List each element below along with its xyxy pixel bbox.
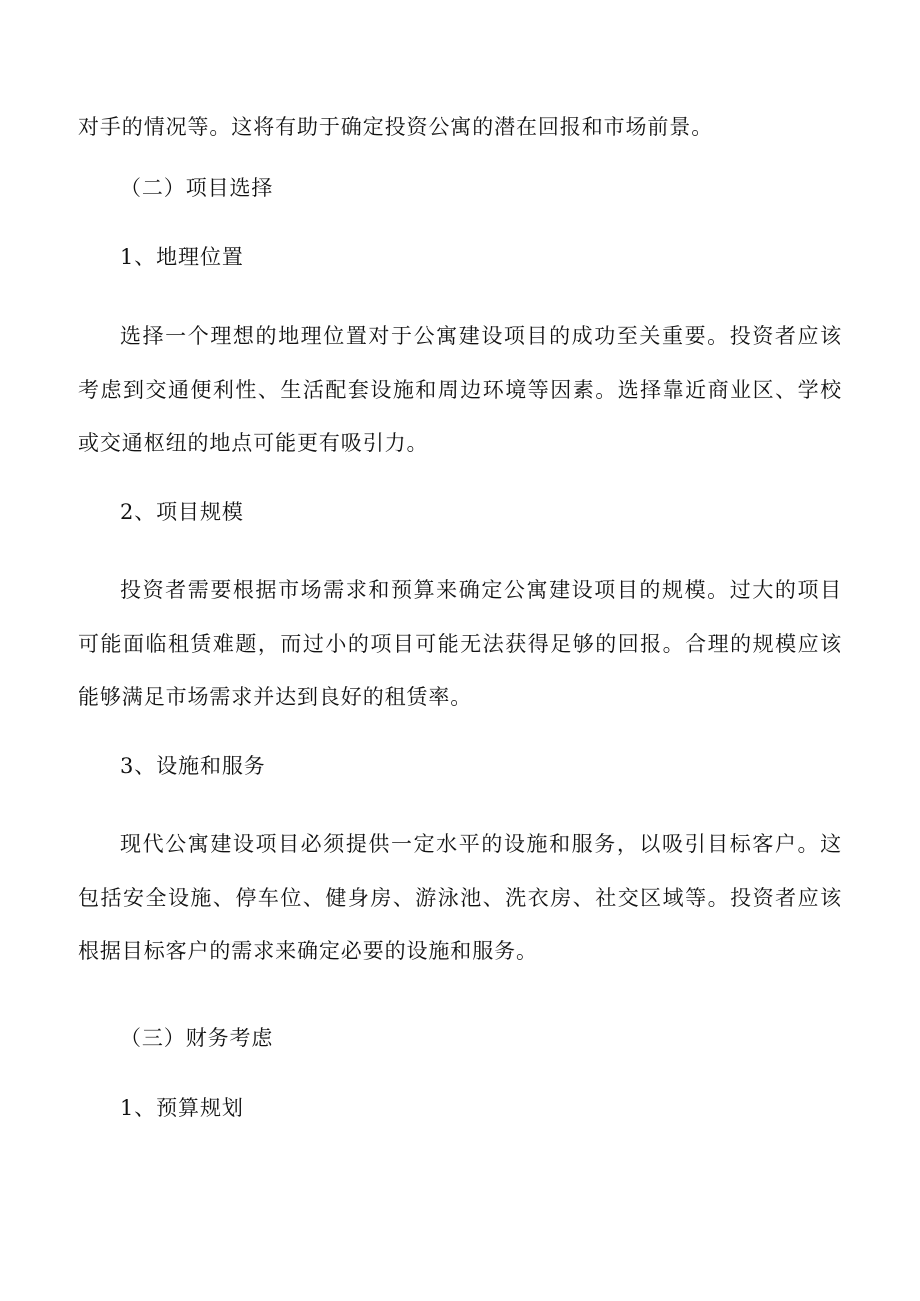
continuation-paragraph: 对手的情况等。这将有助于确定投资公寓的潜在回报和市场前景。 [78, 115, 714, 139]
section-title: （二）项目选择 [120, 176, 274, 200]
subsection-heading: 1、预算规划 [120, 1096, 244, 1120]
body-paragraph: 现代公寓建设项目必须提供一定水平的设施和服务，以吸引目标客户。这包括安全设施、停车位、健身房、游泳池、洗衣房、社交区域等。投资者应该根据目标客户的需求来确定必要的设施和服务。 [78, 832, 842, 963]
subsection-heading: 2、项目规模 [120, 500, 244, 524]
subsection-heading: 1、地理位置 [120, 245, 244, 269]
subsection-heading: 3、设施和服务 [120, 754, 266, 778]
section-title: （三）财务考虑 [120, 1026, 274, 1050]
body-paragraph: 选择一个理想的地理位置对于公寓建设项目的成功至关重要。投资者应该考虑到交通便利性、生活配套设施和周边环境等因素。选择靠近商业区、学校或交通枢纽的地点可能更有吸引力。 [78, 324, 842, 455]
body-paragraph: 投资者需要根据市场需求和预算来确定公寓建设项目的规模。过大的项目可能面临租赁难题，而过小的项目可能无法获得足够的回报。合理的规模应该能够满足市场需求并达到良好的租赁率。 [78, 578, 842, 709]
